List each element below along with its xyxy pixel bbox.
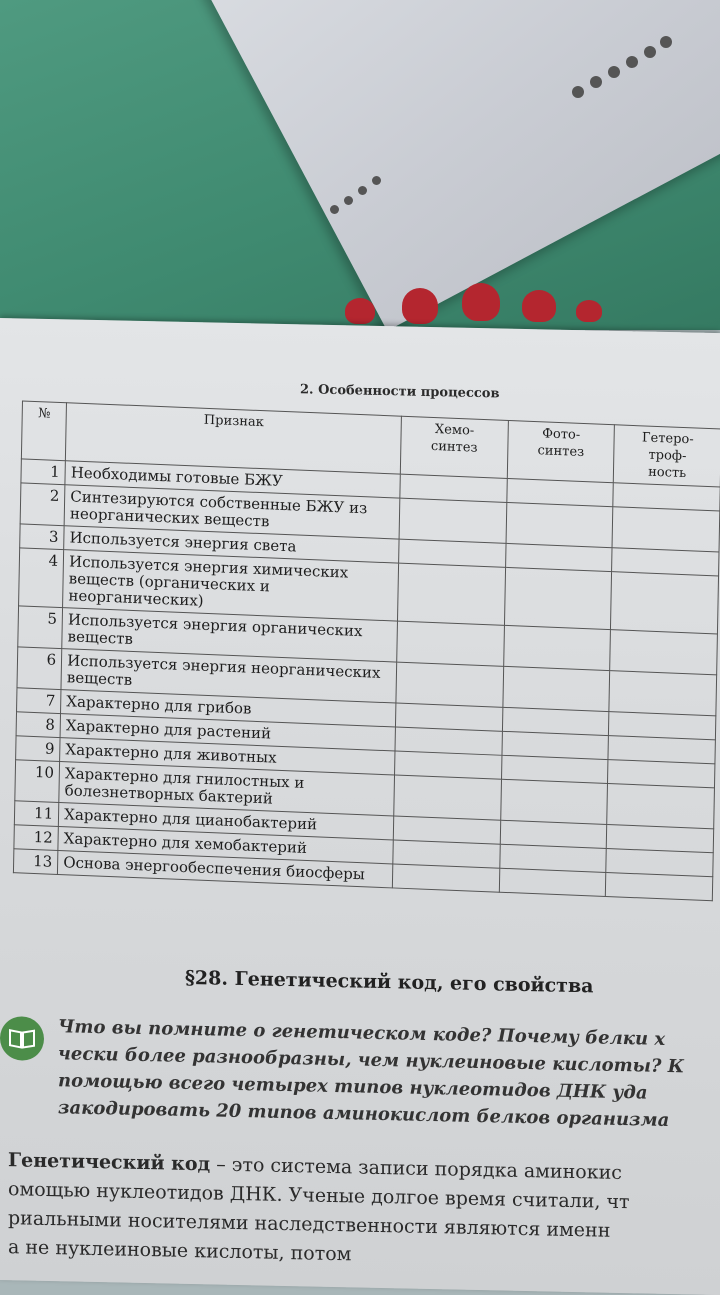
row-feature: Используется энергия органических веществ (62, 608, 398, 662)
row-feature: Характерно для гнилостных и болезнетворных бактерий (59, 762, 395, 816)
answer-cell[interactable] (611, 572, 719, 634)
row-feature: Характерно для хемобактерий (58, 827, 393, 864)
body-line-1: – это система записи порядка аминокис (210, 1153, 622, 1185)
review-question: Что вы помните о генетическом коде? Почему белки х чески более разнообразны, чем нуклеиновые кислоты? К помощью всего четырех типов нуклеотидов ДНК уда закодировать 20 типов аминокислот белков организма (58, 1016, 685, 1132)
answer-cell[interactable] (607, 784, 714, 829)
answer-cell[interactable] (612, 507, 719, 552)
answer-cell[interactable] (394, 775, 501, 820)
row-feature: Используется энергия химических веществ (органических и неорганических) (63, 550, 399, 621)
row-number: 5 (18, 606, 63, 649)
answer-cell[interactable] (503, 625, 610, 670)
row-number: 9 (16, 736, 61, 762)
row-number: 12 (14, 825, 59, 851)
answer-cell[interactable] (396, 662, 503, 707)
row-feature: Синтезируются собственные БЖУ из неорганических веществ (64, 485, 400, 539)
header-chemosynthesis: Хемо- синтез (400, 416, 508, 478)
row-number: 2 (20, 483, 65, 526)
row-feature: Необходимы готовые БЖУ (65, 461, 400, 498)
row-feature: Характерно для растений (60, 714, 395, 751)
book-icon (0, 1016, 44, 1061)
table-title: 2. Особенности процессов (300, 382, 500, 402)
row-number: 8 (16, 712, 61, 738)
row-feature: Характерно для животных (60, 738, 395, 775)
body-continuation: омощью нуклеотидов ДНК. Ученые долгое время считали, чт риальными носителями наследственности являются именн а не нуклеиновые кислоты, потом (8, 1178, 630, 1266)
row-feature: Характерно для грибов (61, 690, 396, 727)
process-features-table (13, 400, 720, 901)
row-number: 7 (17, 688, 62, 714)
textbook-page (0, 318, 720, 1295)
row-feature: Основа энергообеспечения биосферы (58, 850, 393, 887)
answer-cell[interactable] (503, 666, 610, 711)
row-number: 6 (17, 647, 62, 690)
answer-cell[interactable] (397, 621, 504, 666)
answer-cell[interactable] (392, 864, 499, 892)
answer-cell[interactable] (606, 872, 713, 900)
header-heterotrophy: Гетеро- троф- ность (614, 425, 720, 487)
header-number: № (21, 401, 66, 461)
row-number: 3 (20, 524, 65, 550)
answer-cell[interactable] (399, 498, 506, 543)
row-number: 1 (21, 459, 66, 485)
header-photosynthesis: Фото- синтез (507, 420, 615, 482)
answer-cell[interactable] (500, 779, 607, 824)
body-paragraph (8, 1146, 720, 1277)
term-genetic-code: Генетический код (8, 1149, 211, 1176)
row-number: 4 (19, 548, 64, 608)
row-feature: Используется энергия света (64, 526, 399, 563)
answer-cell[interactable] (610, 630, 717, 675)
row-number: 13 (13, 849, 58, 875)
row-number: 11 (14, 801, 59, 827)
row-feature: Используется энергия неорганических веществ (61, 649, 397, 703)
row-feature: Характерно для цианобактерий (58, 803, 393, 840)
answer-cell[interactable] (504, 567, 612, 629)
answer-cell[interactable] (398, 563, 506, 625)
answer-cell[interactable] (609, 671, 716, 716)
section-heading: §28. Генетический код, его свойства (185, 966, 594, 998)
answer-cell[interactable] (506, 502, 613, 547)
answer-cell[interactable] (499, 868, 606, 896)
row-number: 10 (15, 760, 60, 803)
header-feature: Признак (66, 403, 402, 474)
